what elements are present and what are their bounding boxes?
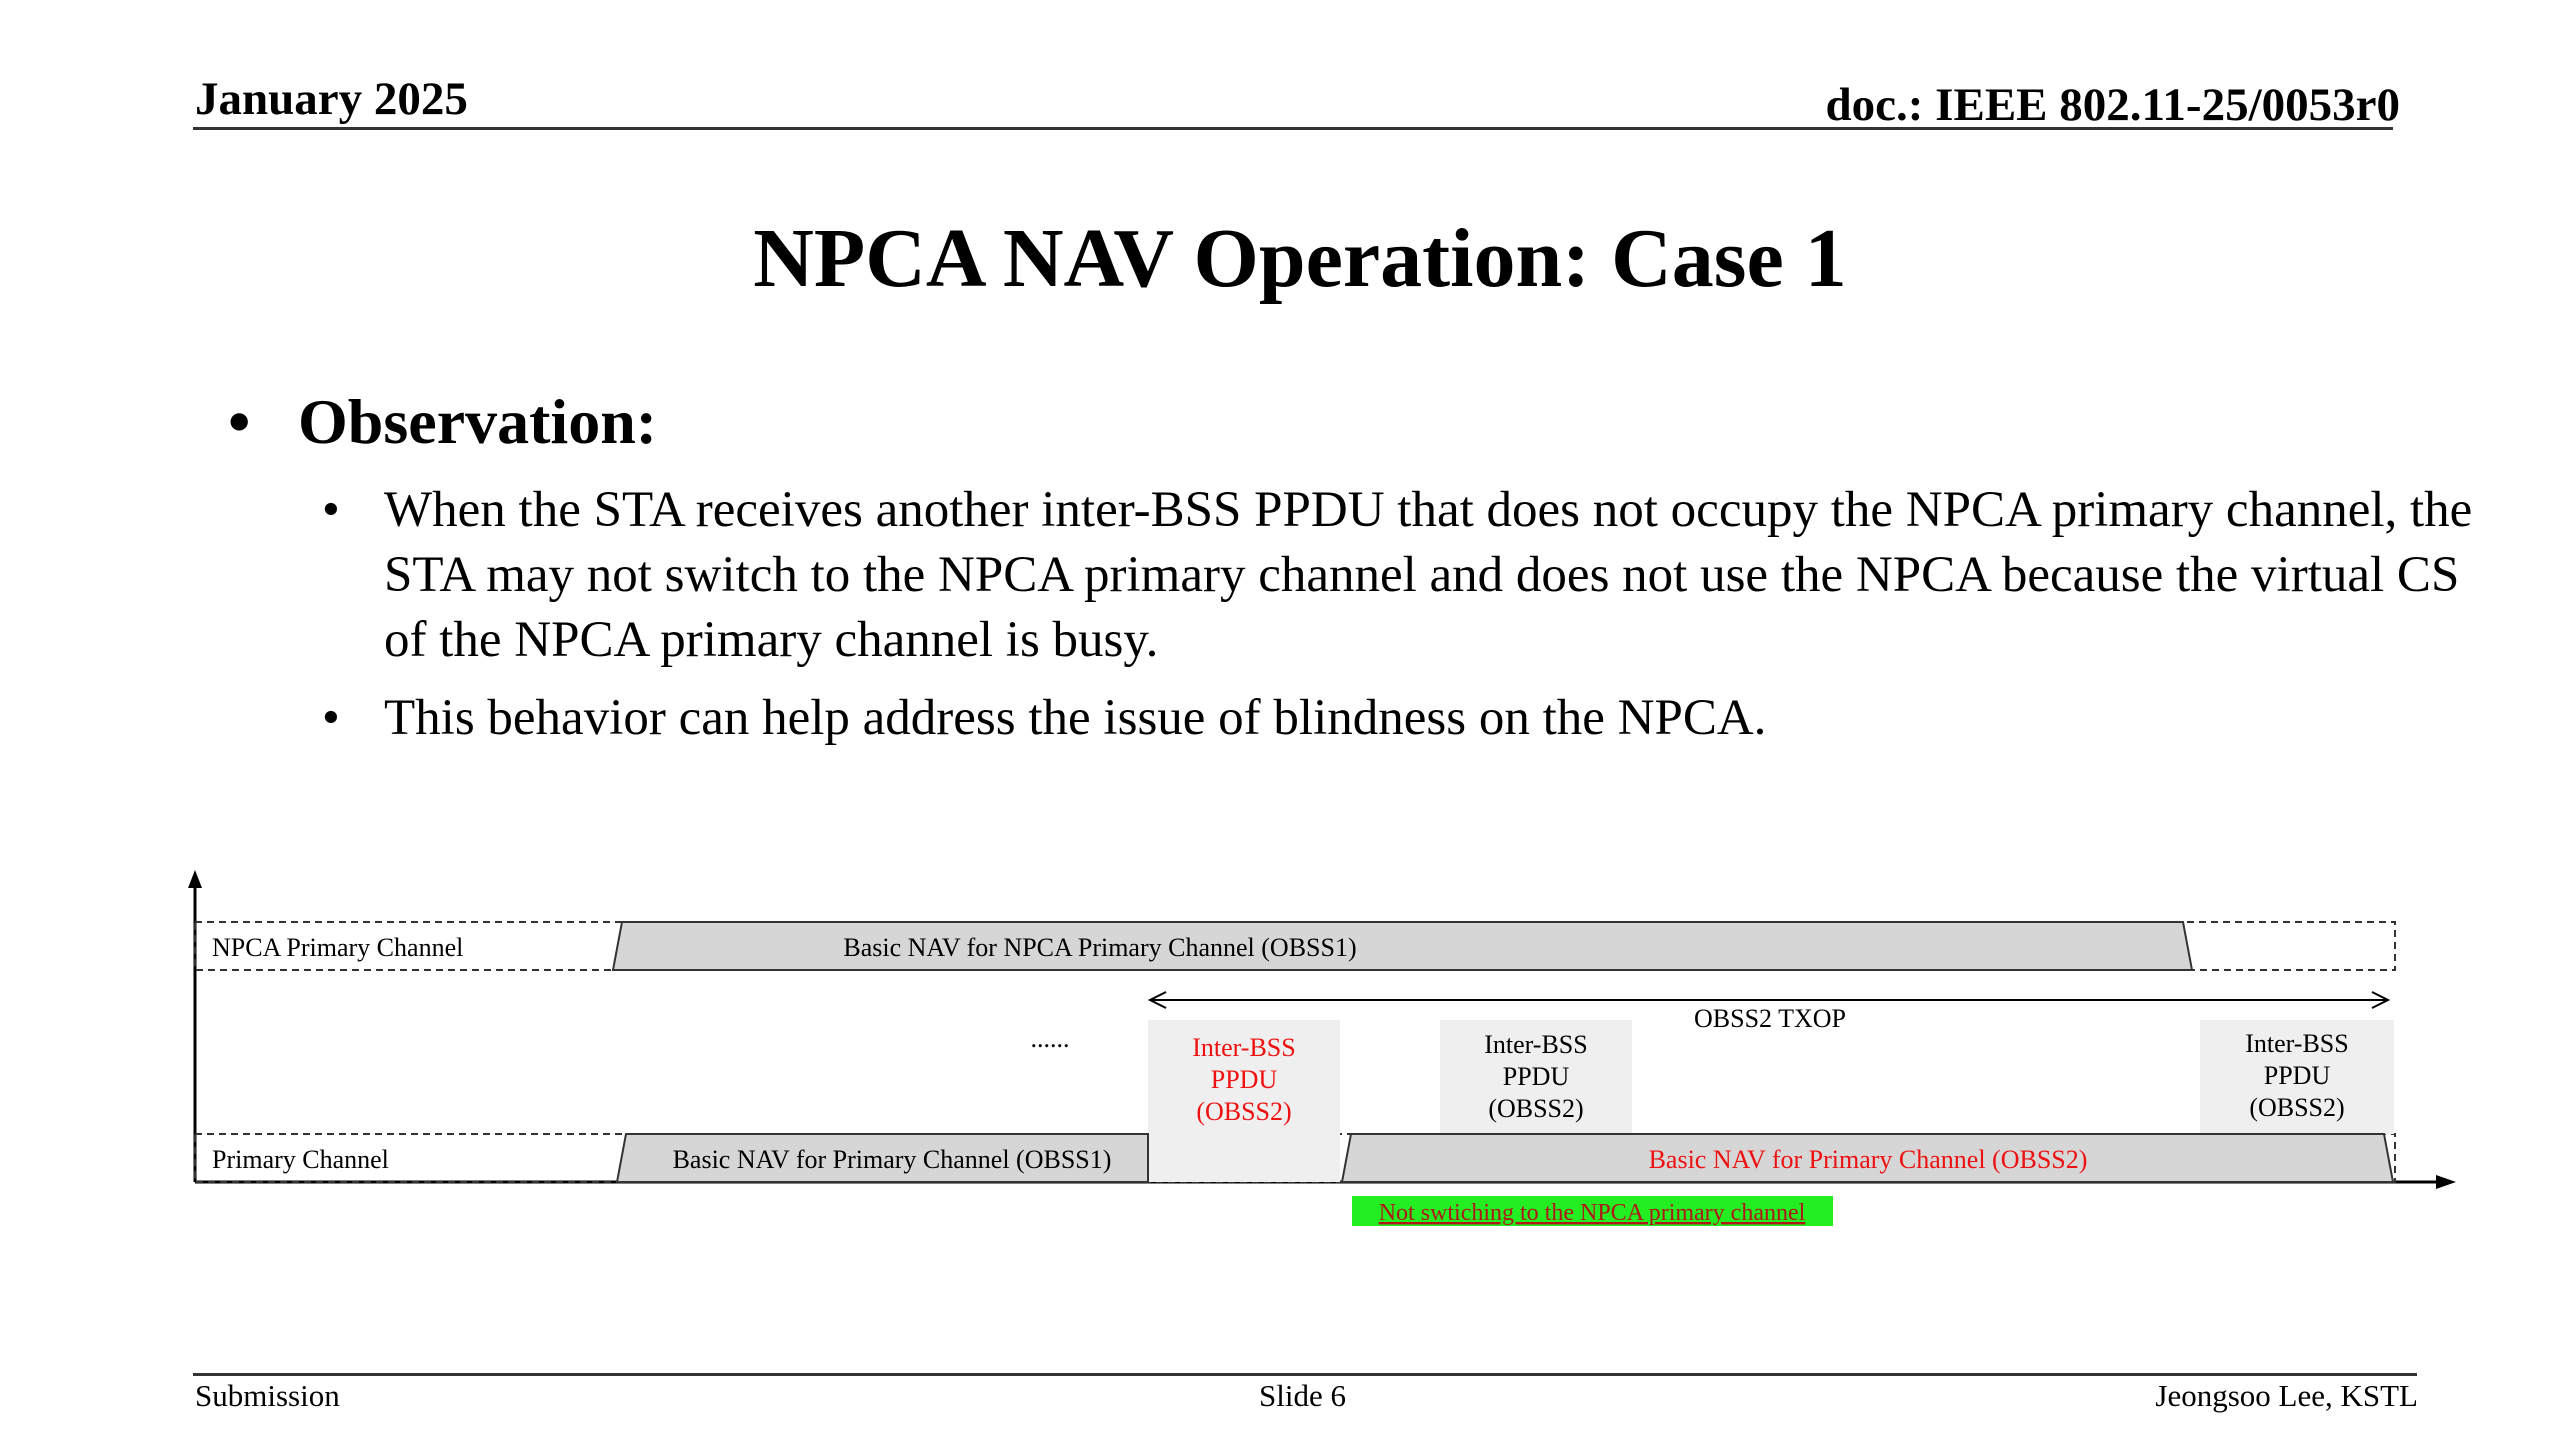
ppdu-2-line3: (OBSS2) [1488,1094,1584,1123]
ppdu-3-line2: PPDU [2263,1061,2331,1090]
y-axis-arrowhead [188,870,202,888]
footer-author: Jeongsoo Lee, KSTL [2155,1378,2418,1413]
npca-channel-label: NPCA Primary Channel [212,933,464,962]
ppdu-3-line1: Inter-BSS [2245,1029,2349,1058]
ellipsis: ...... [1030,1024,1070,1053]
sub-bullet-2-text: This behavior can help address the issue of blindness on the NPCA. [384,690,1767,746]
ppdu-3-line3: (OBSS2) [2249,1093,2345,1122]
primary-channel-label: Primary Channel [212,1145,389,1174]
npca-nav-label: Basic NAV for NPCA Primary Channel (OBSS1) [843,933,1357,962]
ppdu-2-line2: PPDU [1502,1062,1570,1091]
primary-nav-obss2-label: Basic NAV for Primary Channel (OBSS2) [1648,1145,2088,1174]
bullet-dot: • [322,690,340,746]
highlight-note: Not swtiching to the NPCA primary channel [1378,1200,1806,1226]
footer-slide-number: Slide 6 [1259,1378,1346,1413]
ppdu-2-line1: Inter-BSS [1484,1030,1588,1059]
footer-divider [193,1373,2417,1376]
txop-label: OBSS2 TXOP [1694,1004,1846,1033]
bullet-dot: • [322,482,340,538]
bullet-dot: • [228,386,251,457]
ppdu-1-line2: PPDU [1210,1065,1278,1094]
x-axis-arrowhead [2436,1175,2456,1189]
footer-submission: Submission [195,1378,340,1413]
slide-title: NPCA NAV Operation: Case 1 [753,212,1847,305]
header-doc-id: doc.: IEEE 802.11-25/0053r0 [1825,79,2400,131]
ppdu-1-line1: Inter-BSS [1192,1033,1296,1062]
sub-bullet-1-text: When the STA receives another inter-BSS PPDU that does not occupy the NPCA primary channel, the STA may not switch to the NPCA primary channel and does not use the NPCA because the virtual CS of the NPCA primary channel is busy. [384,482,2473,668]
primary-nav-obss1-label: Basic NAV for Primary Channel (OBSS1) [672,1145,1112,1174]
observation-heading: Observation: [298,386,658,457]
ppdu-1-line3: (OBSS2) [1196,1097,1292,1126]
header-date: January 2025 [195,73,468,125]
